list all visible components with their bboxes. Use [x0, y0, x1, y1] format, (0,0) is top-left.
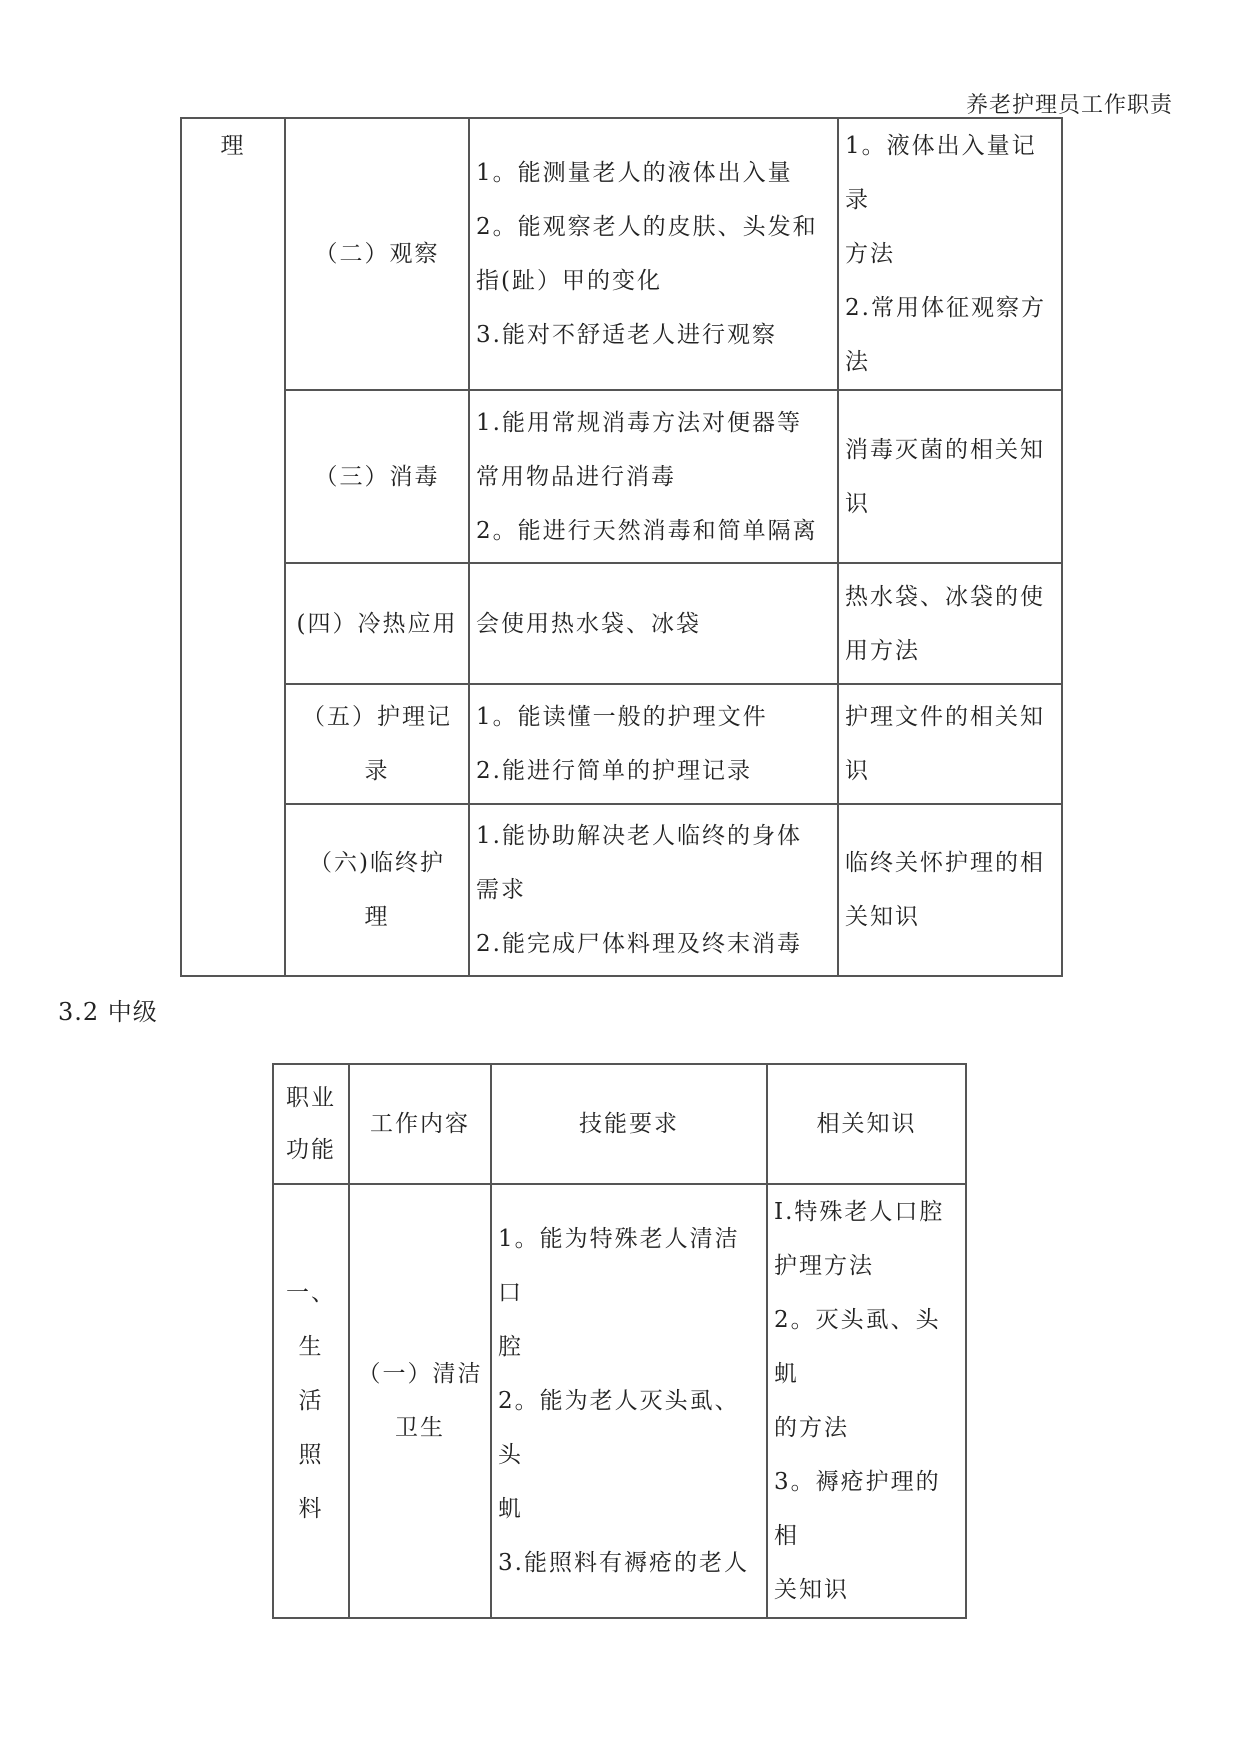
skill-line: 3.能照料有褥疮的老人	[498, 1550, 749, 1576]
content-cell	[285, 118, 469, 390]
knowledge-line: 护理文件的相关知	[845, 704, 1045, 730]
knowledge-cell	[838, 390, 1062, 563]
content-text: （二）观察	[314, 241, 440, 267]
function-line: 照	[298, 1442, 324, 1468]
content-cell	[285, 390, 469, 563]
knowledge-cell	[838, 563, 1062, 684]
function-line: 一、	[286, 1280, 336, 1306]
header-skills	[491, 1064, 767, 1184]
content-text: （三）消毒	[314, 463, 440, 490]
skill-line: 3.能对不舒适老人进行观察	[476, 322, 777, 348]
header-function	[273, 1064, 349, 1184]
content-cell	[349, 1184, 491, 1618]
skill-line: 2。能进行天然消毒和简单隔离	[476, 517, 818, 544]
table-header-row	[273, 1064, 966, 1184]
knowledge-line: 热水袋、冰袋的使	[845, 583, 1045, 610]
function-text: 理	[220, 133, 246, 159]
table-row	[273, 1184, 966, 1618]
content-line: （六)临终护	[309, 850, 445, 876]
skills-cell	[469, 804, 838, 976]
knowledge-line: 1。液体出入量记录	[845, 133, 1037, 213]
function-line: 生	[298, 1334, 324, 1360]
knowledge-cell	[838, 118, 1062, 390]
skill-line: 1。能读懂一般的护理文件	[476, 704, 768, 730]
knowledge-line: 识	[845, 758, 870, 784]
skill-line: 指(趾）甲的变化	[476, 268, 662, 294]
knowledge-line: 的方法	[774, 1415, 849, 1441]
header-content	[349, 1064, 491, 1184]
header-knowledge	[767, 1064, 966, 1184]
skill-line: 1.能用常规消毒方法对便器等	[476, 409, 802, 436]
table-row	[181, 390, 1062, 563]
content-cell	[285, 804, 469, 976]
table-row	[181, 118, 1062, 390]
knowledge-line: 关知识	[774, 1577, 849, 1603]
skills-cell	[491, 1184, 767, 1618]
knowledge-line: 方法	[845, 241, 895, 267]
skill-line: 2.能进行简单的护理记录	[476, 758, 752, 784]
knowledge-line: 临终关怀护理的相	[845, 850, 1045, 876]
skill-line: 1。能为特殊老人清洁口	[498, 1226, 740, 1306]
knowledge-line: I.特殊老人口腔	[774, 1199, 945, 1225]
skills-table-continued	[180, 117, 1063, 977]
header-text: 技能要求	[579, 1111, 679, 1137]
knowledge-line: 关知识	[845, 904, 920, 930]
knowledge-cell	[838, 804, 1062, 976]
skill-line: 1.能协助解决老人临终的身体	[476, 823, 802, 849]
knowledge-line: 2.常用体征观察方	[845, 295, 1046, 321]
header-line: 职业	[286, 1085, 336, 1111]
function-cell	[181, 118, 285, 976]
header-text: 工作内容	[370, 1111, 470, 1137]
content-cell	[285, 563, 469, 684]
table-row	[181, 804, 1062, 976]
intermediate-skills-table	[272, 1063, 967, 1619]
content-line: 录	[364, 758, 390, 784]
content-line: （五）护理记	[302, 704, 452, 730]
skill-line: 1。能测量老人的液体出入量	[476, 160, 793, 186]
content-cell	[285, 684, 469, 804]
header-text: 相关知识	[816, 1111, 917, 1137]
content-line: 卫生	[395, 1415, 445, 1441]
function-line: 料	[298, 1496, 324, 1522]
running-header: 养老护理员工作职责	[965, 93, 1173, 118]
knowledge-line: 法	[845, 349, 870, 375]
header-line: 功能	[286, 1137, 336, 1163]
knowledge-line: 识	[845, 490, 870, 517]
skills-cell	[469, 390, 838, 563]
skill-line: 2.能完成尸体料理及终末消毒	[476, 931, 802, 957]
knowledge-line: 护理方法	[774, 1253, 874, 1279]
knowledge-line: 3。褥疮护理的相	[774, 1469, 941, 1549]
function-line: 活	[298, 1388, 324, 1414]
skills-cell	[469, 684, 838, 804]
skill-line: 常用物品进行消毒	[476, 463, 676, 490]
skill-line: 2。能为老人灭头虱、头	[498, 1388, 740, 1468]
content-text: (四）冷热应用	[296, 610, 458, 637]
knowledge-line: 用方法	[845, 637, 920, 664]
skill-line: 虮	[498, 1496, 523, 1522]
knowledge-cell	[767, 1184, 966, 1618]
skill-line: 需求	[476, 877, 526, 903]
table-row	[181, 684, 1062, 804]
knowledge-line: 消毒灭菌的相关知	[845, 436, 1045, 463]
skill-line: 腔	[498, 1334, 523, 1360]
content-line: （一）清洁	[357, 1361, 483, 1387]
skill-line: 2。能观察老人的皮肤、头发和	[476, 214, 818, 240]
function-cell	[273, 1184, 349, 1618]
skills-cell	[469, 118, 838, 390]
content-line: 理	[364, 904, 390, 930]
table-row	[181, 563, 1062, 684]
section-heading: 3.2 中级	[58, 998, 158, 1026]
knowledge-cell	[838, 684, 1062, 804]
knowledge-line: 2。灭头虱、头虮	[774, 1307, 941, 1387]
skill-line: 会使用热水袋、冰袋	[476, 610, 701, 637]
skills-cell	[469, 563, 838, 684]
